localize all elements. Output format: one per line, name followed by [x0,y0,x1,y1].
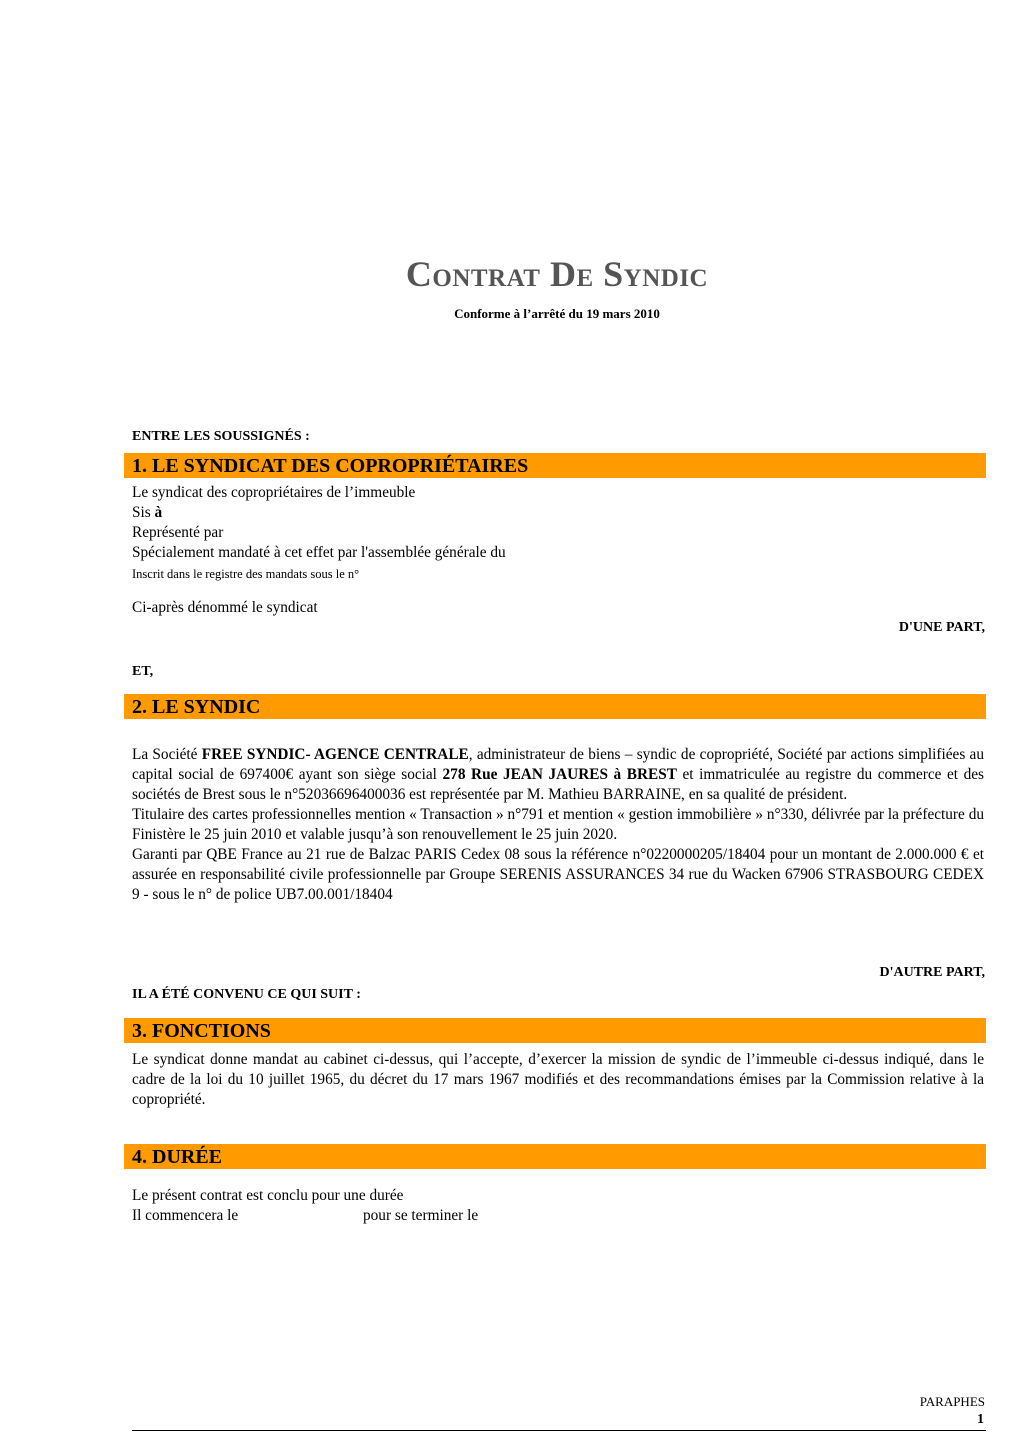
section-1-line-registre: Inscrit dans le registre des mandats sous le n° [132,567,360,581]
company-name: FREE SYNDIC- AGENCE CENTRALE [201,746,469,763]
document-subtitle: Conforme à l’arrêté du 19 mars 2010 [454,306,660,321]
document-title: Contrat De Syndic [405,254,709,294]
syndic-paragraph-identity [132,745,984,805]
syndic-paragraph-guarantee: Garanti par QBE France au 21 rue de Balzac PARIS Cedex 08 sous la référence n°0220000205/18404 pour un montant de 2.000.000 € et assurée en responsabilité civile professionnelle par Groupe SERENIS ASSURANCES 34 rue du Wacken 67906 STRASBOURG CEDEX 9 - sous le n° de police UB7.00.001/18404 [132,846,984,903]
section-1-line-immeuble: Le syndicat des copropriétaires de l’immeuble [132,484,416,501]
section-3-heading: 3. FONCTIONS [124,1018,986,1043]
section-3-text: Le syndicat donne mandat au cabinet ci-dessus, qui l’accepte, d’exercer la mission de syndic de l’immeuble ci-dessus indiqué, dans le cadre de la loi du 10 juillet 1965, du décret du 17 mars 1967 modifiés et des recommandations émises par la Commission relative à la copropriété. [132,1051,984,1108]
page-number: 1 [977,1412,984,1427]
syndic-paragraph-cards: Titulaire des cartes professionnelles mention « Transaction » n°791 et mention « gestion immobilière » n°330, délivrée par la préfecture du Finistère le 25 juin 2010 et valable jusqu’à son renouvellement le 25 juin 2020. [132,806,984,843]
section-4-terminer: pour se terminer le [363,1207,479,1224]
entre-label: ENTRE LES SOUSSIGNÉS : [132,429,310,444]
footer-divider [132,1430,986,1431]
section-1-line-mandate: Spécialement mandaté à cet effet par l'assemblée générale du [132,544,506,561]
et-label: ET, [132,664,154,679]
autre-part-label: D'AUTRE PART, [879,965,985,980]
section-1-line-sis [132,503,162,523]
section-4-duree: Le présent contrat est conclu pour une durée [132,1187,404,1204]
text-span: et immatriculée au registre du commerce et des sociétés de Brest sous le n°52036696400036 est représentée par M. Mathieu BARRAINE, en sa qualité de président. [132,766,984,803]
paraphes-label: PARAPHES [919,1394,985,1409]
text-span: , administrateur de biens – syndic de copropriété, Société par actions simplifiées au capital social de 697400€ ayant son siège social [132,746,984,783]
section-2-body [132,745,984,905]
sis-prefix: Sis [132,504,155,521]
text-span: La Société [132,746,202,763]
section-1-line-denomme: Ci-après dénommé le syndicat [132,599,318,616]
company-address: 278 Rue JEAN JAURES à BREST [442,766,677,783]
section-4-heading: 4. DURÉE [124,1144,986,1169]
une-part-label: D'UNE PART, [898,620,985,635]
section-1-line-represente: Représenté par [132,524,224,541]
section-2-heading: 2. LE SYNDIC [124,694,986,719]
sis-a: à [154,504,163,521]
section-4-commencera: Il commencera le [132,1207,239,1224]
section-1-heading: 1. LE SYNDICAT DES COPROPRIÉTAIRES [124,453,986,478]
convenu-label: IL A ÉTÉ CONVENU CE QUI SUIT : [132,987,361,1002]
